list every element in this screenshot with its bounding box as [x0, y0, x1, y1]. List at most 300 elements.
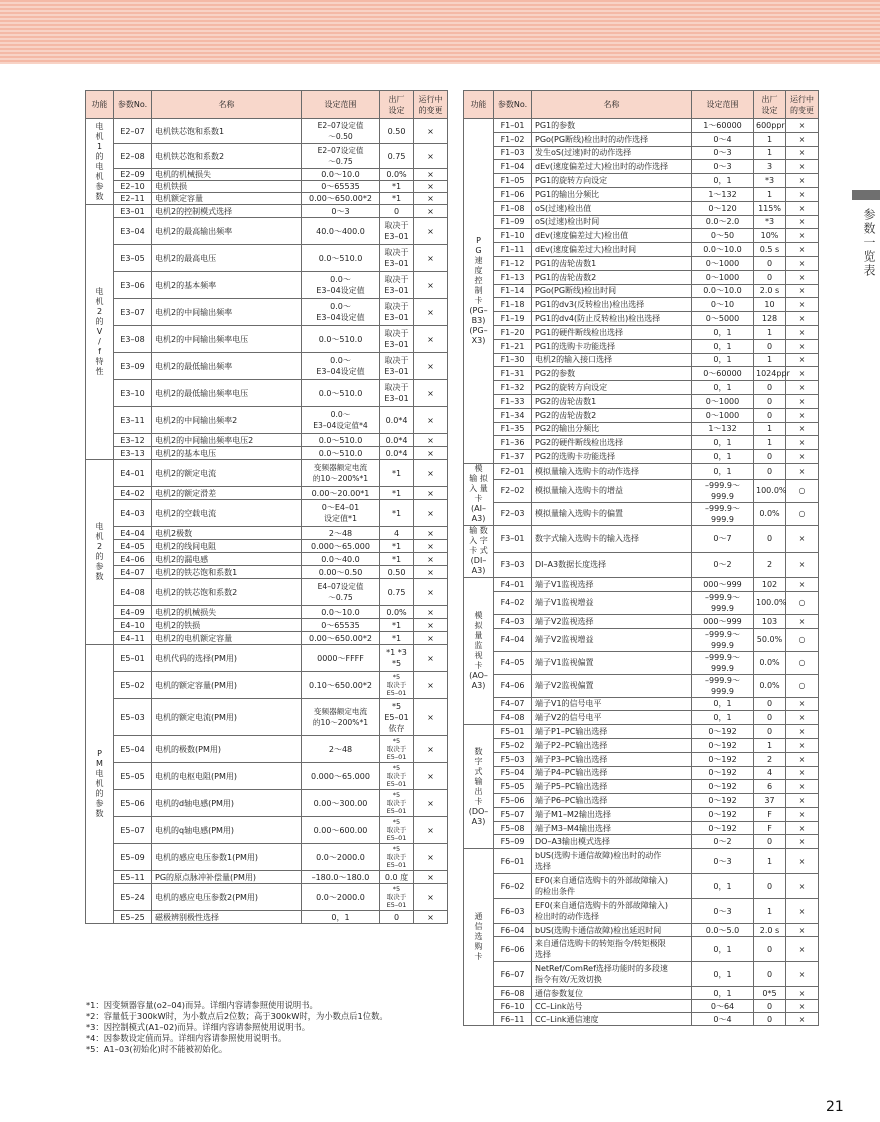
param-number: E3–09 — [114, 353, 152, 380]
param-name: CC–Link站号 — [532, 1000, 692, 1013]
setting-range: 0，1 — [692, 937, 754, 962]
param-number: F6–08 — [494, 987, 532, 1000]
runtime-change: × — [786, 552, 819, 577]
runtime-change: × — [414, 790, 448, 817]
factory-default: 2.0 s — [754, 284, 786, 298]
setting-range: 0～1000 — [692, 408, 754, 422]
runtime-change: × — [786, 937, 819, 962]
factory-default: 600ppr — [754, 119, 786, 133]
runtime-change: × — [414, 169, 448, 181]
param-name: 电机的额定容量(PM用) — [152, 672, 302, 699]
param-name: 电机铁芯饱和系数1 — [152, 119, 302, 144]
param-name: 电机2极数 — [152, 527, 302, 540]
setting-range: 0，1 — [692, 174, 754, 188]
runtime-change: × — [414, 181, 448, 193]
setting-range: E2–07设定值 ～0.75 — [302, 144, 380, 169]
setting-range: 0.0～10.0 — [302, 606, 380, 619]
header-default: 出厂 设定 — [380, 91, 414, 119]
param-number: F6–02 — [494, 874, 532, 899]
param-number: E3–11 — [114, 407, 152, 434]
factory-default: 0.75 — [380, 579, 414, 606]
param-name: PG1的齿轮齿数1 — [532, 256, 692, 270]
param-number: E2–08 — [114, 144, 152, 169]
param-name: 电机代码的选择(PM用) — [152, 645, 302, 672]
runtime-change: × — [414, 699, 448, 736]
param-name: 电机2的基本频率 — [152, 272, 302, 299]
runtime-change: × — [786, 284, 819, 298]
param-name: dEv(速度偏差过大)检出时的动作选择 — [532, 160, 692, 174]
setting-range: 0～2 — [692, 552, 754, 577]
table-row — [86, 632, 448, 645]
setting-range: 0.0～10.0 — [692, 243, 754, 257]
setting-range: –999.9～999.9 — [692, 628, 754, 651]
table-row — [86, 606, 448, 619]
factory-default: *5 取决于E5–01 — [380, 736, 414, 763]
setting-range: 0，1 — [692, 353, 754, 367]
table-row — [464, 821, 819, 835]
factory-default: 2 — [754, 752, 786, 766]
table-row — [86, 566, 448, 579]
runtime-change: ○ — [786, 674, 819, 697]
factory-default: *1 — [380, 193, 414, 205]
setting-range: 0.0～510.0 — [302, 434, 380, 447]
runtime-change: × — [414, 272, 448, 299]
runtime-change: × — [786, 132, 819, 146]
param-number: F1–10 — [494, 229, 532, 243]
param-name: 端子P1–PC输出选择 — [532, 725, 692, 739]
param-name: 电机2的最高电压 — [152, 245, 302, 272]
param-number: F1–31 — [494, 367, 532, 381]
param-name: 端子P3–PC输出选择 — [532, 752, 692, 766]
factory-default: 1 — [754, 353, 786, 367]
table-row — [86, 407, 448, 434]
param-number: E5–07 — [114, 817, 152, 844]
param-number: F1–20 — [494, 325, 532, 339]
table-row — [86, 699, 448, 736]
param-number: F6–06 — [494, 937, 532, 962]
table-row — [464, 450, 819, 464]
factory-default: 0 — [380, 205, 414, 218]
param-number: F1–18 — [494, 298, 532, 312]
table-row — [86, 193, 448, 205]
table-row — [464, 284, 819, 298]
factory-default: 0 — [754, 711, 786, 725]
setting-range: 0.00～20.00*1 — [302, 487, 380, 500]
setting-range: 40.0～400.0 — [302, 218, 380, 245]
param-name: 端子P2–PC输出选择 — [532, 738, 692, 752]
param-name: 发生oS(过速)时的动作选择 — [532, 146, 692, 160]
param-name: PG2的齿轮齿数2 — [532, 408, 692, 422]
runtime-change: × — [414, 619, 448, 632]
param-number: F5–06 — [494, 794, 532, 808]
function-group-label: 数 字 式 输 出 卡 (DO–A3) — [468, 746, 489, 826]
table-row — [464, 962, 819, 987]
factory-default: *5 取决于E5–01 — [380, 844, 414, 871]
setting-range: 0，1 — [692, 450, 754, 464]
factory-default: 1 — [754, 738, 786, 752]
table-row — [464, 394, 819, 408]
table-row — [464, 651, 819, 674]
table-row — [86, 447, 448, 460]
setting-range: 0.0～ E3–04设定值 — [302, 353, 380, 380]
runtime-change: × — [786, 325, 819, 339]
table-row — [464, 479, 819, 502]
param-name: 电机2的最低输出频率电压 — [152, 380, 302, 407]
runtime-change: × — [414, 500, 448, 527]
setting-range: 0～120 — [692, 201, 754, 215]
setting-range: 0～5000 — [692, 312, 754, 326]
header-function: 功能 — [464, 91, 494, 119]
runtime-change: × — [786, 807, 819, 821]
param-number: E4–11 — [114, 632, 152, 645]
param-number: F1–33 — [494, 394, 532, 408]
table-row — [464, 874, 819, 899]
table-row — [464, 119, 819, 133]
table-row — [464, 201, 819, 215]
param-number: F5–04 — [494, 766, 532, 780]
table-row — [464, 325, 819, 339]
setting-range: 0.0～2000.0 — [302, 884, 380, 911]
footnote: *2：容量低于300kW时，为小数点后2位数；高于300kW时，为小数点后1位数。 — [86, 1011, 388, 1021]
table-row — [464, 849, 819, 874]
factory-default: 0.0 度 — [380, 871, 414, 884]
factory-default: 1 — [754, 436, 786, 450]
param-name: dEv(速度偏差过大)检出值 — [532, 229, 692, 243]
param-name: bUS(选购卡通信故障)检出延迟时间 — [532, 924, 692, 937]
runtime-change: × — [414, 380, 448, 407]
setting-range: –999.9～999.9 — [692, 674, 754, 697]
table-row — [86, 911, 448, 924]
param-number: F5–08 — [494, 821, 532, 835]
param-name: CC–Link通信速度 — [532, 1013, 692, 1026]
factory-default: 0.0*4 — [380, 407, 414, 434]
runtime-change: × — [786, 270, 819, 284]
setting-range: 2～48 — [302, 736, 380, 763]
footnotes — [86, 1000, 466, 1055]
param-number: F2–01 — [494, 463, 532, 479]
runtime-change: × — [414, 884, 448, 911]
runtime-change: × — [786, 962, 819, 987]
param-name: PGo(PG断线)检出时的动作选择 — [532, 132, 692, 146]
factory-default: 取决于 E3–01 — [380, 272, 414, 299]
param-name: EF0(来自通信选购卡的外部故障输入) 的检出条件 — [532, 874, 692, 899]
param-number: F5–02 — [494, 738, 532, 752]
footnote: *4：因参数设定值而异。详细内容请参照使用说明书。 — [86, 1033, 287, 1043]
param-name: PG2的旋转方向设定 — [532, 381, 692, 395]
setting-range: 0～7 — [692, 525, 754, 552]
runtime-change: × — [786, 146, 819, 160]
factory-default: 2 — [754, 552, 786, 577]
setting-range: 0.00～650.00*2 — [302, 632, 380, 645]
param-number: F1–01 — [494, 119, 532, 133]
table-row — [86, 817, 448, 844]
param-name: oS(过速)检出时间 — [532, 215, 692, 229]
factory-default: 0.50 — [380, 566, 414, 579]
param-name: 电机2的基本电压 — [152, 447, 302, 460]
param-name: 通信参数复位 — [532, 987, 692, 1000]
table-row — [464, 339, 819, 353]
setting-range: 0.00～650.00*2 — [302, 193, 380, 205]
footnote: *5：A1–03(初始化)时不能被初始化。 — [86, 1044, 228, 1054]
factory-default: 0 — [754, 256, 786, 270]
table-row — [464, 525, 819, 552]
param-name: 端子V2监视选择 — [532, 614, 692, 628]
param-number: E5–24 — [114, 884, 152, 911]
factory-default: *5 E5–01 依存 — [380, 699, 414, 736]
param-name: 模拟量输入选购卡的偏置 — [532, 502, 692, 525]
param-number: F5–05 — [494, 780, 532, 794]
factory-default: 1 — [754, 146, 786, 160]
setting-range: 0.0～ E3–04设定值*4 — [302, 407, 380, 434]
param-name: 电机2的最低输出频率 — [152, 353, 302, 380]
table-row — [86, 645, 448, 672]
param-name: PG2的硬件断线检出选择 — [532, 436, 692, 450]
factory-default: *1 *3 *5 — [380, 645, 414, 672]
param-name: bUS(选购卡通信故障)检出时的动作 选择 — [532, 849, 692, 874]
function-group-label: 模 拟 量 监 视 卡 (AO–A3) — [469, 611, 488, 691]
table-row — [86, 169, 448, 181]
function-group-cell — [86, 205, 114, 460]
param-number: E4–04 — [114, 527, 152, 540]
param-name: 端子V1监视增益 — [532, 591, 692, 614]
setting-range: 0～10 — [692, 298, 754, 312]
table-row — [464, 367, 819, 381]
setting-range: 0～1000 — [692, 270, 754, 284]
param-name: 端子M1–M2输出选择 — [532, 807, 692, 821]
runtime-change: × — [786, 298, 819, 312]
runtime-change: × — [414, 407, 448, 434]
runtime-change: × — [786, 577, 819, 591]
setting-range: 0，1 — [692, 697, 754, 711]
runtime-change: × — [786, 394, 819, 408]
param-number: F5–03 — [494, 752, 532, 766]
header-param-no: 参数No. — [494, 91, 532, 119]
table-row — [86, 380, 448, 407]
runtime-change: × — [414, 205, 448, 218]
param-number: F4–06 — [494, 674, 532, 697]
runtime-change: × — [786, 450, 819, 464]
param-number: E3–07 — [114, 299, 152, 326]
setting-range: 0～3 — [692, 899, 754, 924]
param-number: E5–06 — [114, 790, 152, 817]
factory-default: *5 取决于E5–01 — [380, 672, 414, 699]
table-row — [464, 229, 819, 243]
param-number: F1–04 — [494, 160, 532, 174]
setting-range: E4–07设定值 ～0.75 — [302, 579, 380, 606]
factory-default: 0.75 — [380, 144, 414, 169]
table-row — [464, 463, 819, 479]
setting-range: 0.0～2000.0 — [302, 844, 380, 871]
factory-default: 0 — [754, 525, 786, 552]
param-number: F1–08 — [494, 201, 532, 215]
factory-default: *1 — [380, 181, 414, 193]
runtime-change: × — [786, 614, 819, 628]
param-number: F1–12 — [494, 256, 532, 270]
factory-default: *1 — [380, 632, 414, 645]
param-name: 电机2的线间电阻 — [152, 540, 302, 553]
setting-range: 0.0～5.0 — [692, 924, 754, 937]
param-number: E4–07 — [114, 566, 152, 579]
setting-range: 0，1 — [692, 436, 754, 450]
table-row — [86, 218, 448, 245]
factory-default: 6 — [754, 780, 786, 794]
runtime-change: ○ — [786, 479, 819, 502]
setting-range: 0000～FFFF — [302, 645, 380, 672]
param-number: F4–05 — [494, 651, 532, 674]
footnote: *3：因控制模式(A1–02)而异。详细内容请参照使用说明书。 — [86, 1022, 311, 1032]
param-name: dEv(速度偏差过大)检出时间 — [532, 243, 692, 257]
param-name: NetRef/ComRef选择功能时的多段速 指令有效/无效切换 — [532, 962, 692, 987]
factory-default: 0 — [754, 408, 786, 422]
runtime-change: × — [786, 174, 819, 188]
header-default: 出厂 设定 — [754, 91, 786, 119]
param-number: E3–08 — [114, 326, 152, 353]
table-row — [464, 591, 819, 614]
factory-default: 0 — [754, 874, 786, 899]
param-number: E3–05 — [114, 245, 152, 272]
factory-default: 0.50 — [380, 119, 414, 144]
param-number: E4–01 — [114, 460, 152, 487]
param-number: F6–07 — [494, 962, 532, 987]
param-name: 来自通信选购卡的转矩指令/转矩极限 选择 — [532, 937, 692, 962]
param-number: E2–10 — [114, 181, 152, 193]
table-row — [464, 780, 819, 794]
factory-default: 0.0*4 — [380, 447, 414, 460]
table-row — [86, 619, 448, 632]
param-number: F6–03 — [494, 899, 532, 924]
factory-default: 0 — [754, 270, 786, 284]
runtime-change: × — [786, 422, 819, 436]
factory-default: 0 — [754, 339, 786, 353]
runtime-change: × — [414, 193, 448, 205]
runtime-change: × — [414, 460, 448, 487]
param-name: 电机的机械损失 — [152, 169, 302, 181]
runtime-change: × — [786, 766, 819, 780]
setting-range: 1～132 — [692, 187, 754, 201]
setting-range: 0～65535 — [302, 181, 380, 193]
setting-range: 0，1 — [692, 325, 754, 339]
factory-default: F — [754, 821, 786, 835]
setting-range: E2–07设定值 ～0.50 — [302, 119, 380, 144]
table-row — [86, 736, 448, 763]
table-row — [86, 434, 448, 447]
factory-default: 115% — [754, 201, 786, 215]
param-name: PG1的硬件断线检出选择 — [532, 325, 692, 339]
table-row — [86, 460, 448, 487]
runtime-change: × — [414, 871, 448, 884]
param-name: PG2的参数 — [532, 367, 692, 381]
table-row — [86, 672, 448, 699]
factory-default: 37 — [754, 794, 786, 808]
param-number: E3–06 — [114, 272, 152, 299]
runtime-change: × — [786, 874, 819, 899]
setting-range: 0～192 — [692, 766, 754, 780]
runtime-change: × — [786, 339, 819, 353]
factory-default: 103 — [754, 614, 786, 628]
table-row — [86, 500, 448, 527]
param-number: E3–13 — [114, 447, 152, 460]
setting-range: 0～192 — [692, 821, 754, 835]
factory-default: 0 — [754, 1000, 786, 1013]
table-row — [86, 790, 448, 817]
factory-default: 取决于 E3–01 — [380, 326, 414, 353]
table-row — [464, 256, 819, 270]
side-index-tab — [852, 190, 880, 200]
factory-default: 1 — [754, 187, 786, 201]
function-group-cell — [464, 463, 494, 525]
param-number: E5–04 — [114, 736, 152, 763]
param-name: DI–A3数据长度选择 — [532, 552, 692, 577]
param-name: 电机2的中间输出频率电压2 — [152, 434, 302, 447]
param-name: PG1的输出分频比 — [532, 187, 692, 201]
param-name: 电机2的空载电流 — [152, 500, 302, 527]
table-row — [464, 270, 819, 284]
function-group-cell — [464, 119, 494, 464]
setting-range: 0.0～2.0 — [692, 215, 754, 229]
function-group-label: P G 速 度 控 制 卡 (PG–B3) (PG–X3) — [469, 235, 488, 345]
table-row — [464, 987, 819, 1000]
table-row — [86, 119, 448, 144]
factory-default: *1 — [380, 460, 414, 487]
factory-default: *1 — [380, 487, 414, 500]
runtime-change: × — [786, 821, 819, 835]
setting-range: –999.9～999.9 — [692, 479, 754, 502]
table-row — [86, 181, 448, 193]
param-number: E5–11 — [114, 871, 152, 884]
param-number: E3–12 — [114, 434, 152, 447]
function-group-cell — [464, 577, 494, 724]
header-decorative-band — [0, 0, 880, 64]
runtime-change: × — [414, 645, 448, 672]
runtime-change: × — [414, 447, 448, 460]
factory-default: 10 — [754, 298, 786, 312]
setting-range: 0～4 — [692, 132, 754, 146]
factory-default: 0.0% — [754, 674, 786, 697]
param-number: F4–07 — [494, 697, 532, 711]
setting-range: 0～E4–01 设定值*1 — [302, 500, 380, 527]
table-row — [464, 1000, 819, 1013]
setting-range: 0.0～ E3–04设定值 — [302, 272, 380, 299]
param-number: F1–14 — [494, 284, 532, 298]
runtime-change: × — [786, 215, 819, 229]
setting-range: 0.00～0.50 — [302, 566, 380, 579]
runtime-change: × — [786, 436, 819, 450]
table-row — [86, 579, 448, 606]
param-number: F1–34 — [494, 408, 532, 422]
factory-default: 0*5 — [754, 987, 786, 1000]
runtime-change: × — [414, 817, 448, 844]
table-row — [86, 144, 448, 169]
param-number: F1–35 — [494, 422, 532, 436]
table-row — [86, 540, 448, 553]
table-row — [86, 763, 448, 790]
table-row — [464, 298, 819, 312]
param-name: 端子V2的信号电平 — [532, 711, 692, 725]
param-name: 电机的感应电压参数2(PM用) — [152, 884, 302, 911]
param-name: PG2的输出分频比 — [532, 422, 692, 436]
factory-default: 0 — [754, 725, 786, 739]
setting-range: 0～64 — [692, 1000, 754, 1013]
param-name: 端子V2监视偏置 — [532, 674, 692, 697]
table-row — [464, 738, 819, 752]
param-number: F5–07 — [494, 807, 532, 821]
setting-range: 0～4 — [692, 1013, 754, 1026]
table-row — [86, 353, 448, 380]
table-row — [86, 553, 448, 566]
runtime-change: × — [414, 540, 448, 553]
param-name: 端子P4–PC输出选择 — [532, 766, 692, 780]
function-group-label: 模 输 拟 入 量 卡 (AI–A3) — [469, 464, 488, 524]
